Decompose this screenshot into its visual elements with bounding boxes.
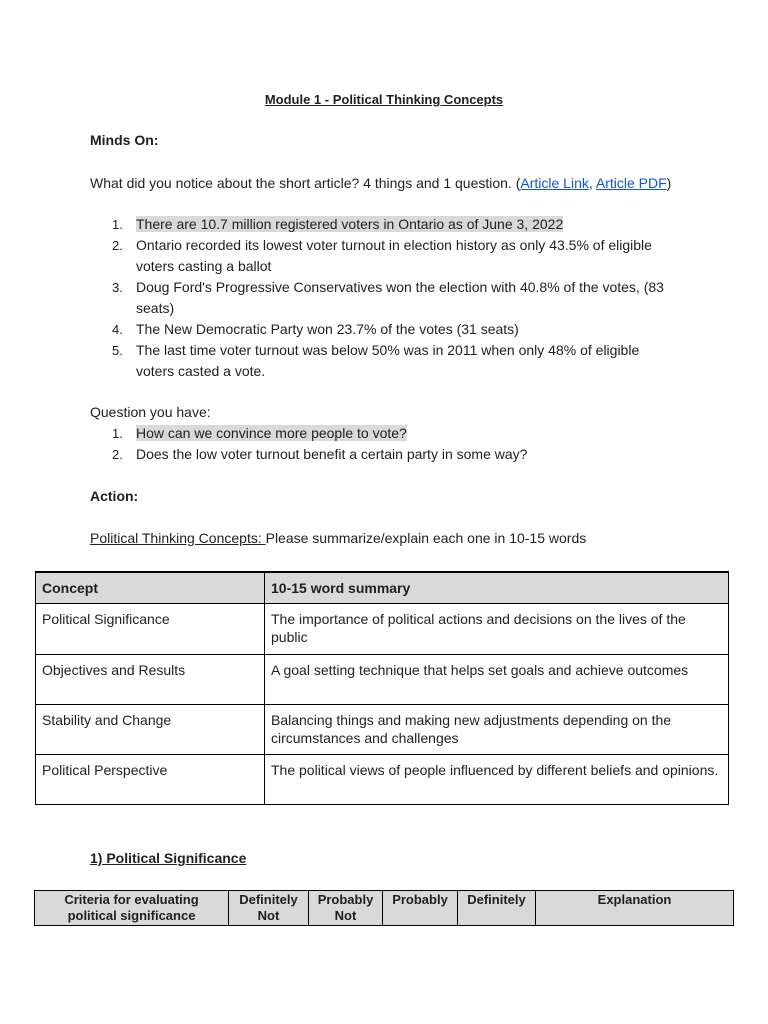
concepts-table [35, 571, 729, 805]
criteria-table [34, 890, 734, 926]
table-row [36, 655, 729, 705]
link-separator: , [588, 175, 596, 191]
column-header-probably-not: Probably Not [309, 891, 383, 926]
list-item [112, 214, 672, 235]
concept-cell[interactable]: Political Perspective [36, 755, 265, 805]
column-header-definitely-not: Definitely Not [229, 891, 309, 926]
column-header-definitely: Definitely [458, 891, 536, 926]
summary-cell[interactable]: Balancing things and making new adjustments depending on the circumstances and challenges [265, 705, 729, 755]
table-row [36, 705, 729, 755]
section-heading: 1) Political Significance [90, 850, 247, 866]
concept-cell[interactable]: Political Significance [36, 604, 265, 655]
concept-cell[interactable]: Stability and Change [36, 705, 265, 755]
concept-cell[interactable]: Objectives and Results [36, 655, 265, 705]
column-header-probably: Probably [383, 891, 458, 926]
action-heading: Action: [90, 488, 139, 504]
list-number: 1. [112, 426, 123, 441]
list-number: 2. [112, 447, 123, 462]
list-item [112, 340, 672, 382]
list-item-text: Does the low voter turnout benefit a certain party in some way? [136, 446, 528, 462]
list-number: 3. [112, 280, 123, 295]
article-link[interactable]: Article Link [520, 175, 589, 191]
instruction-text: Please summarize/explain each one in 10-15 words [265, 530, 587, 546]
prompt-text: What did you notice about the short article? 4 things and 1 question. ( [90, 175, 521, 191]
minds-on-prompt [90, 173, 680, 194]
list-item-text: The last time voter turnout was below 50% was in 2011 when only 48% of eligible voters casted a vote. [136, 342, 640, 379]
list-item [112, 319, 672, 340]
concepts-label: Political Thinking Concepts: [90, 530, 266, 546]
list-number: 5. [112, 343, 123, 358]
list-number: 2. [112, 238, 123, 253]
list-item-text: The New Democratic Party won 23.7% of the votes (31 seats) [136, 321, 519, 337]
column-header-summary: 10-15 word summary [265, 572, 729, 604]
list-item-text: Ontario recorded its lowest voter turnout in election history as only 43.5% of eligible voters casting a ballot [136, 237, 652, 274]
list-item [112, 235, 672, 277]
page-title: Module 1 - Political Thinking Concepts [264, 92, 504, 107]
list-item-text: There are 10.7 million registered voters in Ontario as of June 3, 2022 [136, 216, 564, 232]
column-header-concept: Concept [36, 572, 265, 604]
list-number: 4. [112, 322, 123, 337]
summary-cell[interactable]: The political views of people influenced by different beliefs and opinions. [265, 755, 729, 805]
concepts-instruction [90, 528, 680, 549]
table-row [36, 604, 729, 655]
questions-list [112, 423, 672, 465]
summary-cell[interactable]: The importance of political actions and decisions on the lives of the public [265, 604, 729, 655]
article-pdf-link[interactable]: Article PDF [595, 175, 667, 191]
list-item [112, 444, 672, 465]
list-item [112, 423, 672, 444]
summary-cell[interactable]: A goal setting technique that helps set goals and achieve outcomes [265, 655, 729, 705]
prompt-close: ) [666, 175, 672, 191]
column-header-criteria: Criteria for evaluating political significance [35, 891, 229, 926]
list-item-text: Doug Ford's Progressive Conservatives won the election with 40.8% of the votes, (83 seats) [136, 279, 664, 316]
question-label: Question you have: [90, 404, 211, 420]
observations-list [112, 214, 672, 382]
minds-on-heading: Minds On: [90, 132, 159, 148]
table-header-row [35, 891, 734, 926]
list-item [112, 277, 672, 319]
column-header-explanation: Explanation [536, 891, 734, 926]
table-row [36, 755, 729, 805]
list-number: 1. [112, 217, 123, 232]
table-header-row [36, 572, 729, 604]
list-item-text: How can we convince more people to vote? [136, 425, 407, 441]
